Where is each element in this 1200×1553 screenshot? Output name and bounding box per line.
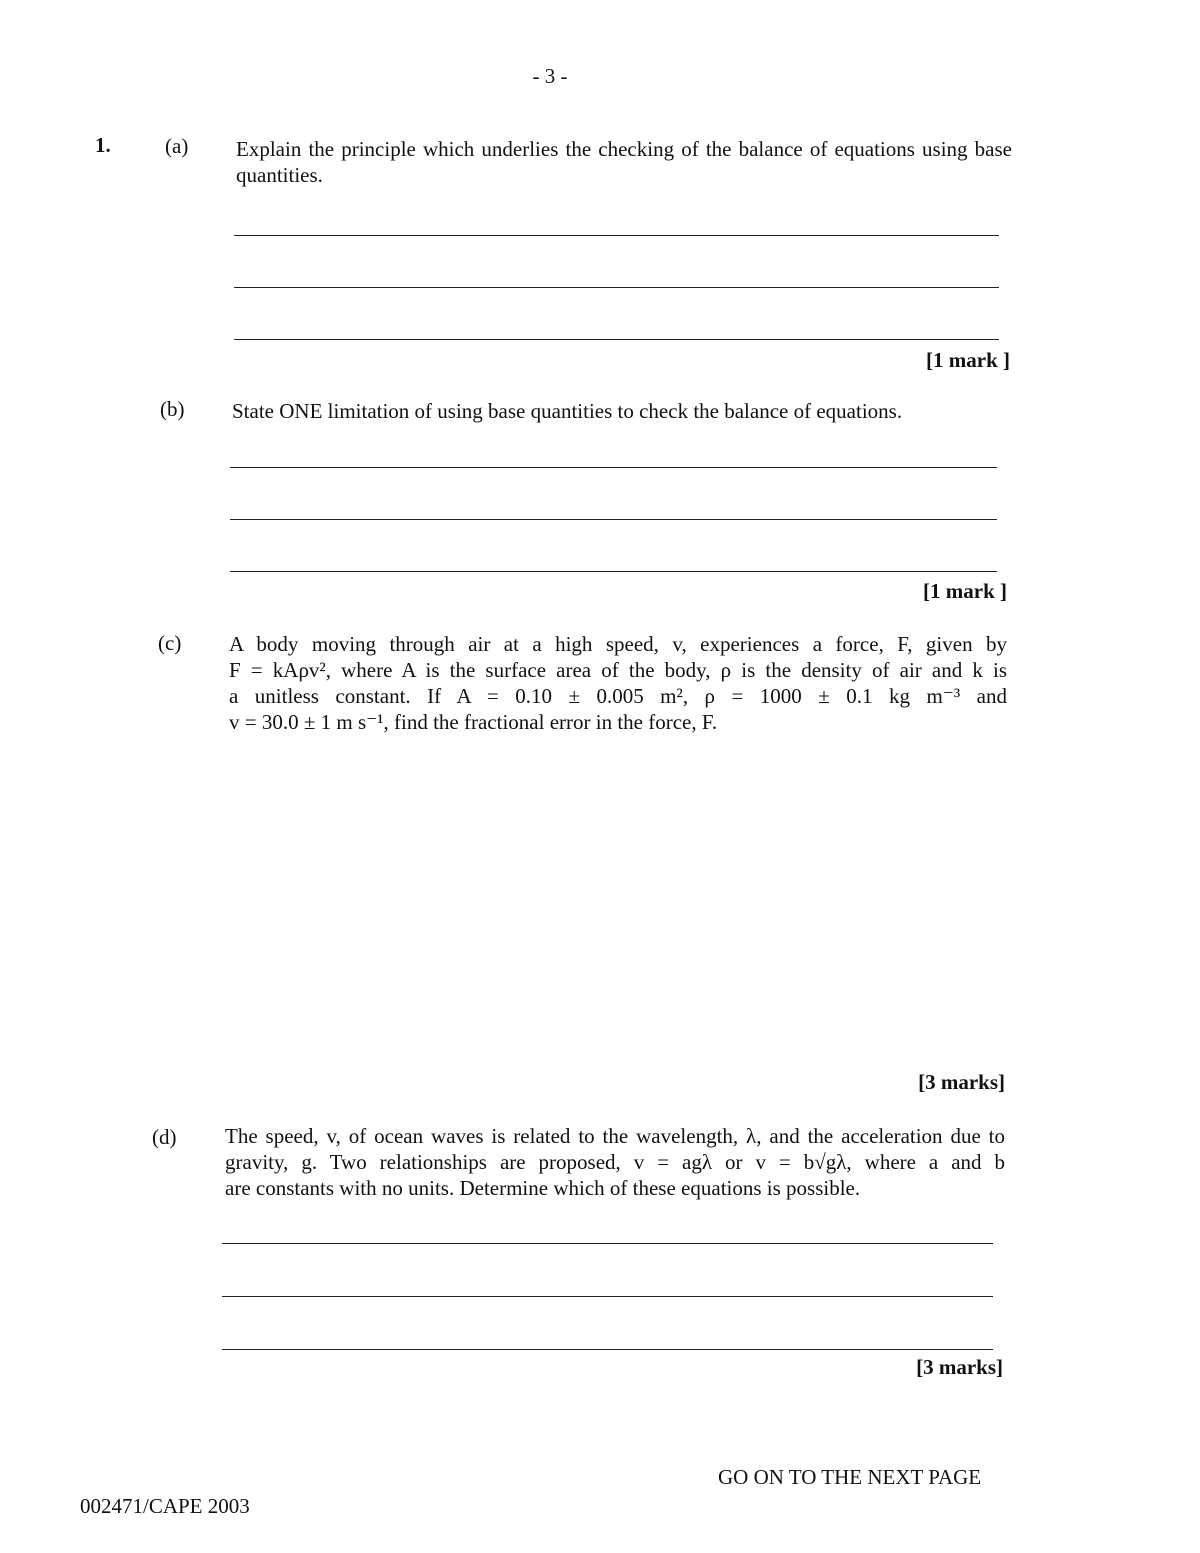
part-d-line-3: are constants with no units. Determine which of these equations is possible. [225,1176,861,1200]
answer-line [230,467,997,468]
part-b-question: State ONE limitation of using base quantities to check the balance of equations. [232,399,903,423]
answer-line [234,339,999,340]
part-d-line-1: The speed, v, of ocean waves is related to the wavelength, λ, and the acceleration due to [225,1124,1005,1148]
paper-code: 002471/CAPE 2003 [80,1494,250,1518]
part-c-label: (c) [158,631,182,655]
answer-line [230,571,997,572]
part-c-marks: [3 marks] [918,1070,1005,1094]
answer-line [234,235,999,236]
part-c-line-2: F = kAρv², where A is the surface area of the body, ρ is the density of air and k is [229,658,1007,682]
answer-line [234,287,999,288]
part-d-line-2: gravity, g. Two relationships are proposed, v = agλ or v = b√gλ, where a and b [225,1150,1005,1174]
part-b-marks: [1 mark ] [923,579,1007,603]
go-on-next-page: GO ON TO THE NEXT PAGE [718,1465,982,1489]
part-a-marks: [1 mark ] [926,348,1010,372]
answer-line [230,519,997,520]
answer-line [222,1296,993,1297]
part-d-label: (d) [152,1125,177,1149]
part-d-marks: [3 marks] [916,1355,1003,1379]
part-c-line-3: a unitless constant. If A = 0.10 ± 0.005 m², ρ = 1000 ± 0.1 kg m⁻³ and [229,684,1007,708]
part-c-line-4: v = 30.0 ± 1 m s⁻¹, find the fractional error in the force, F. [229,710,718,734]
part-b-label: (b) [160,397,185,421]
answer-line [222,1243,993,1244]
answer-line [222,1349,993,1350]
part-c-line-1: A body moving through air at a high speed, v, experiences a force, F, given by [229,632,1007,656]
part-a-question: Explain the principle which underlies the checking of the balance of equations using base quantities. [236,137,1012,187]
part-a-label: (a) [165,134,189,158]
question-number: 1. [95,133,111,157]
page-number: - 3 - [532,64,568,88]
